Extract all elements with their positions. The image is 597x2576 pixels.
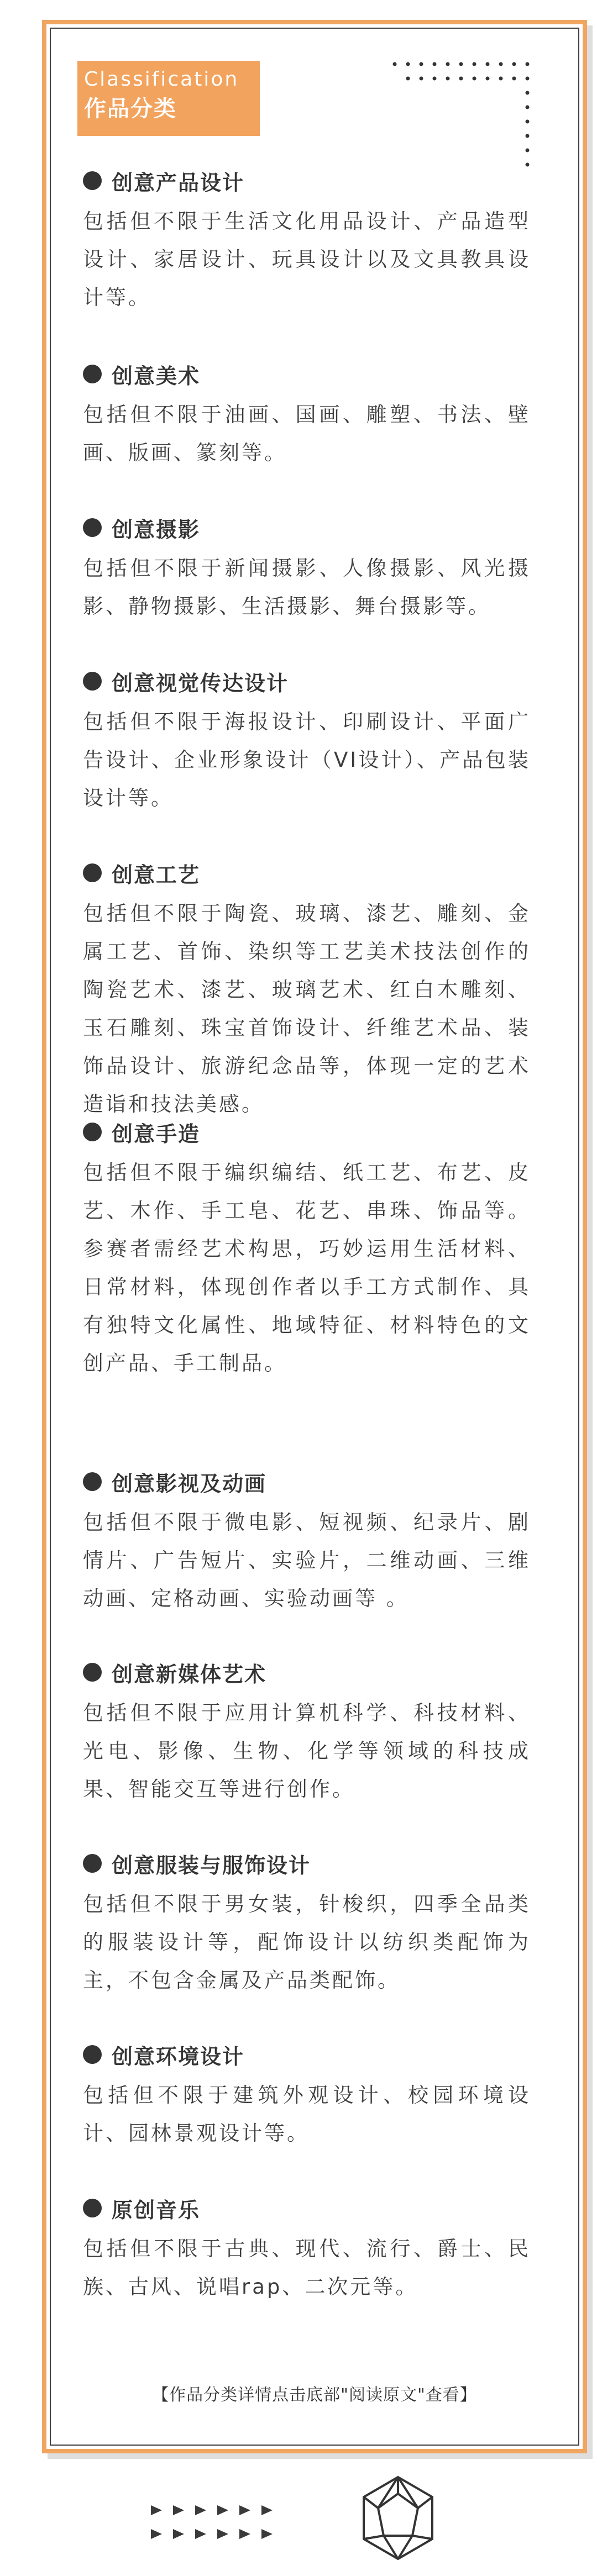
section-header-tag	[77, 61, 260, 136]
list-item	[83, 513, 531, 625]
bullet-icon	[83, 518, 102, 537]
polyhedron-icon	[359, 2474, 437, 2562]
section-title-en: Classification	[84, 68, 239, 91]
item-description: 包括但不限于男女装，针梭织，四季全品类的服装设计等，配饰设计以纺织类配饰为主，不包含金属及产品类配饰。	[83, 1892, 531, 1992]
item-title: 创意影视及动画	[112, 1471, 267, 1496]
bullet-icon	[83, 1123, 102, 1141]
item-title: 创意视觉传达设计	[112, 671, 289, 696]
bullet-icon	[83, 2199, 102, 2217]
list-item	[83, 2040, 531, 2152]
item-description: 包括但不限于建筑外观设计、校园环境设计、园林景观设计等。	[83, 2083, 531, 2145]
item-title: 创意摄影	[112, 517, 201, 542]
item-title: 创意服装与服饰设计	[112, 1853, 311, 1878]
item-description: 包括但不限于生活文化用品设计、产品造型设计、家居设计、玩具设计以及文具教具设计等。	[83, 209, 531, 309]
item-title: 创意环境设计	[112, 2044, 245, 2069]
item-description: 包括但不限于应用计算机科学、科技材料、光电、影像、生物、化学等领域的科技成果、智能交互等进行创作。	[83, 1701, 531, 1801]
list-item	[83, 666, 531, 817]
read-original-note: 【作品分类详情点击底部"阅读原文"查看】	[152, 2385, 477, 2405]
bullet-icon	[83, 863, 102, 882]
list-item	[83, 2193, 531, 2306]
arrow-pattern-icon	[148, 2497, 292, 2549]
list-item	[83, 1848, 531, 1999]
bullet-icon	[83, 365, 102, 383]
item-description: 包括但不限于古典、现代、流行、爵士、民族、古风、说唱rap、二次元等。	[83, 2237, 531, 2299]
bullet-icon	[83, 1472, 102, 1491]
list-item	[83, 1657, 531, 1808]
list-item	[83, 166, 531, 317]
item-description: 包括但不限于新闻摄影、人像摄影、风光摄影、静物摄影、生活摄影、舞台摄影等。	[83, 556, 531, 618]
bullet-icon	[83, 1854, 102, 1873]
item-description: 包括但不限于编织编结、纸工艺、布艺、皮艺、木作、手工皂、花艺、串珠、饰品等。参赛者需经艺术构思，巧妙运用生活材料、日常材料，体现创作者以手工方式制作、具有独特文化属性、地域特征、材料特色的文创产品、手工制品。	[83, 1161, 531, 1375]
item-title: 创意产品设计	[112, 170, 245, 195]
item-title: 原创音乐	[112, 2198, 201, 2222]
item-title: 创意工艺	[112, 862, 201, 887]
bullet-icon	[83, 2045, 102, 2064]
item-description: 包括但不限于海报设计、印刷设计、平面广告设计、企业形象设计（VI设计）、产品包装设计等。	[83, 710, 531, 810]
list-item	[83, 1467, 531, 1618]
list-item	[83, 359, 531, 472]
bullet-icon	[83, 171, 102, 190]
bullet-icon	[83, 1663, 102, 1682]
section-title-cn: 作品分类	[84, 96, 177, 122]
list-item	[83, 858, 531, 1123]
item-description: 包括但不限于陶瓷、玻璃、漆艺、雕刻、金属工艺、首饰、染织等工艺美术技法创作的陶瓷艺术、漆艺、玻璃艺术、红白木雕刻、玉石雕刻、珠宝首饰设计、纤维艺术品、装饰品设计、旅游纪念品等，体现一定的艺术造诣和技法美感。	[83, 902, 531, 1116]
bullet-icon	[83, 672, 102, 691]
item-title: 创意手造	[112, 1121, 201, 1146]
dot-grid-icon	[387, 60, 547, 176]
list-item	[83, 1117, 531, 1382]
item-description: 包括但不限于油画、国画、雕塑、书法、壁画、版画、篆刻等。	[83, 403, 531, 465]
item-title: 创意美术	[112, 364, 201, 388]
item-title: 创意新媒体艺术	[112, 1662, 267, 1687]
item-description: 包括但不限于微电影、短视频、纪录片、剧情片、广告短片、实验片，二维动画、三维动画、定格动画、实验动画等 。	[83, 1510, 531, 1610]
